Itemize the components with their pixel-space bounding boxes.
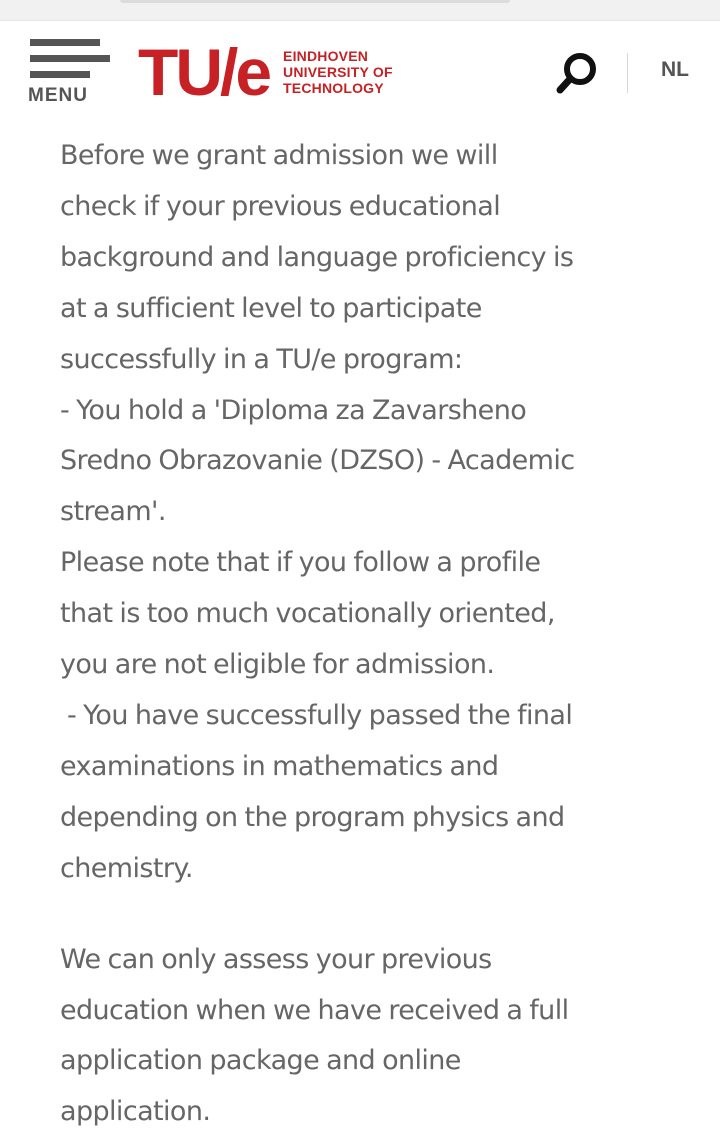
- language-switch-nl[interactable]: NL: [661, 58, 689, 81]
- text-line: application.: [60, 1096, 211, 1128]
- admission-requirements-paragraph: [60, 131, 660, 895]
- logo-name-line: TECHNOLOGY: [283, 80, 384, 96]
- text-line: application package and online: [60, 1045, 461, 1077]
- text-line: examinations in mathematics and: [60, 750, 499, 782]
- logo-name-line: EINDHOVEN: [283, 48, 369, 64]
- text-line: Sredno Obrazovanie (DZSO) - Academic: [60, 445, 575, 477]
- text-line: successfully in a TU/e program:: [60, 343, 463, 375]
- search-icon: [556, 51, 600, 95]
- search-button[interactable]: [556, 51, 600, 95]
- menu-button[interactable]: [28, 39, 112, 109]
- browser-top-strip: [0, 0, 720, 21]
- text-line: - You hold a 'Diploma za Zavarsheno: [60, 394, 527, 426]
- text-line: that is too much vocationally oriented,: [60, 598, 555, 630]
- main-content: [60, 131, 660, 1138]
- tue-logo-link[interactable]: [138, 35, 393, 109]
- menu-label: MENU: [28, 85, 88, 106]
- text-line: We can only assess your previous: [60, 943, 492, 975]
- address-bar-edge: [120, 0, 510, 3]
- text-line: stream'.: [60, 496, 166, 528]
- header-divider: [627, 53, 628, 93]
- logo-name-line: UNIVERSITY OF: [283, 64, 393, 80]
- text-line: background and language proficiency is: [60, 241, 574, 273]
- text-line: at a sufficient level to participate: [60, 292, 482, 324]
- text-line: you are not eligible for admission.: [60, 649, 495, 681]
- text-line: Before we grant admission we will: [60, 140, 498, 171]
- text-line: check if your previous educational: [60, 190, 501, 222]
- logo-mark: TU/e: [138, 35, 270, 109]
- text-line: chemistry.: [60, 852, 193, 884]
- assessment-note-paragraph: [60, 935, 660, 1139]
- site-header: [0, 21, 720, 118]
- logo-university-name: [283, 48, 393, 96]
- text-line: - You have successfully passed the final: [60, 699, 573, 731]
- text-line: depending on the program physics and: [60, 801, 565, 833]
- text-line: education when we have received a full: [60, 994, 569, 1026]
- text-line: Please note that if you follow a profile: [60, 547, 541, 579]
